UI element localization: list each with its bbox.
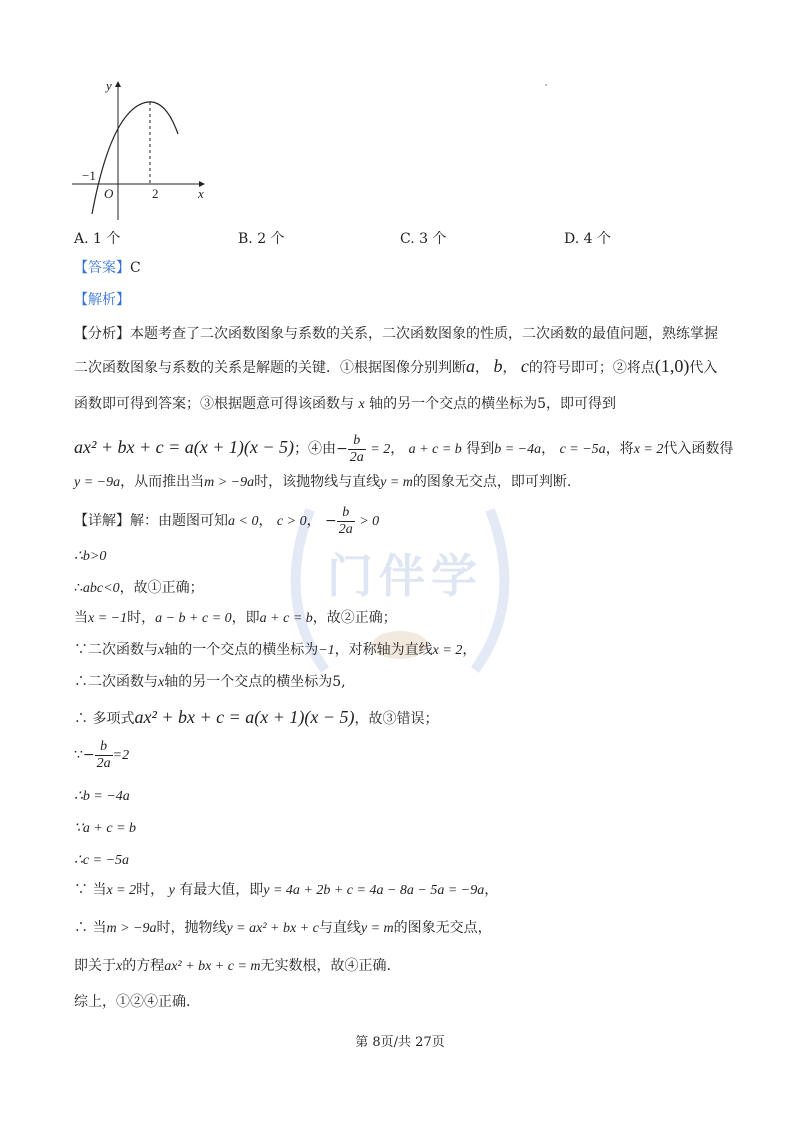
fenxi-text-5b: 时，该抛物线与直线 [254, 474, 381, 490]
equation-eq-m: ax² + bx + c = m [164, 959, 261, 974]
x-axis-label: x [198, 186, 204, 201]
detail-tag: 【详解】 [74, 513, 130, 529]
detail-line-13 [74, 916, 492, 941]
answer-tag: 【答案】 [74, 260, 130, 276]
fenxi-line-2: 二次函数图象与系数的关系是解题的关键．①根据图像分别判断a， b， c的符号即可；②将点(1,0)代入 [74, 356, 718, 376]
var-a: a [466, 356, 475, 376]
point-1-0: (1,0) [654, 356, 690, 376]
m-gt-neg9a: m > −9a [204, 475, 255, 490]
c-eq-neg5a: c = −5a [559, 442, 606, 457]
fenxi-text-4b: 得到 [466, 441, 495, 457]
detail-line-5: ∵二次函数与x轴的一个交点的横坐标为−1，对称轴为直线x = 2， [74, 642, 477, 658]
c-gt-0: c > 0 [276, 514, 307, 529]
fenxi-text-4c: ，将 [605, 441, 634, 457]
fenxi-tag: 【分析】 [74, 326, 130, 342]
detail-text-12c: 有最大值，即 [179, 882, 264, 898]
detail-text-12e: ， [484, 882, 499, 898]
answer-options [0, 228, 800, 248]
detail-text-13b: 时，抛物线 [156, 920, 227, 936]
detail-text-4b: 时， [127, 610, 156, 626]
detail-text-7b: ，故③错误； [354, 711, 439, 727]
detail-line-15 [74, 992, 190, 1012]
fenxi-line-1 [74, 324, 718, 344]
fenxi-text-1: 本题考查了二次函数图象与系数的关系，二次函数图象的性质，二次函数的最值问题，熟练掌握 [130, 326, 718, 342]
fenxi-text-2a: 二次函数图象与系数的关系是解题的关键．①根据图像分别判断 [74, 360, 466, 376]
detail-text-5b: 轴的一个交点的横坐标为 [164, 642, 319, 658]
factored-polynomial: ax² + bx + c = a(x + 1)(x − 5) [74, 437, 295, 457]
detail-line-9 [74, 786, 130, 807]
fraction-b-over-2a [348, 433, 366, 466]
detail-line-11 [74, 850, 129, 871]
detail-text-12a: ∵ 当 [74, 882, 107, 898]
y-eq-m: y = m [380, 475, 413, 490]
var-x-4: x [116, 959, 123, 974]
detail-line-7 [74, 704, 439, 732]
detail-text-13a: ∴ 当 [74, 920, 107, 936]
var-y: y [168, 883, 175, 898]
detail-text-14c: 无实数根，故④正确. [260, 958, 391, 974]
therefore-3: ∴ [74, 580, 83, 596]
detail-text-3b: ，故①正确； [119, 580, 204, 596]
detail-text-5c: ，对称轴为直线 [334, 642, 433, 658]
detail-text-13c: 与直线 [318, 920, 361, 936]
detail-text-12b: 时， [136, 882, 165, 898]
fraction-b-over-2a-3 [95, 739, 113, 772]
eq-2: = 2 [370, 442, 391, 457]
analysis-tag: 【解析】 [74, 292, 130, 308]
option-a: A. 1 个 [74, 231, 121, 247]
c-eq-neg5a-2: ∴c = −5a [74, 853, 130, 868]
a-plus-c-eq-b: a + c = b [408, 442, 462, 457]
detail-line-4 [74, 608, 397, 629]
detail-text-13d: 的图象无交点， [393, 920, 492, 936]
detail-text-7a: ∴ 多项式 [74, 711, 135, 727]
watermark-text: 门伴学 [327, 549, 483, 603]
detail-line-8: ∵− $\frac{b}{2a}$ =2 [74, 738, 130, 771]
frac-num: b [348, 433, 366, 450]
detail-text-1a: 解：由题图可知 [130, 513, 228, 529]
parabola-expr: y = ax² + bx + c [226, 921, 319, 936]
var-c: c [520, 356, 529, 376]
frac-num-2: b [337, 505, 355, 522]
x-eq-2-b: x = 2 [432, 643, 463, 658]
frac-den-3: 2a [96, 755, 111, 771]
detail-text-6a: ∴二次函数与 [74, 674, 158, 690]
detail-line-10 [74, 818, 136, 839]
frac-den: 2a [349, 449, 364, 465]
neg-one-label: −1 [82, 168, 96, 183]
var-b: b [493, 356, 503, 376]
detail-line-6 [74, 672, 346, 693]
fenxi-line-3 [74, 394, 616, 415]
abc-lt-0: abc<0 [82, 581, 120, 596]
fenxi-text-5c: 的图象无交点，即可判断. [412, 474, 572, 490]
var-x-2: x [158, 643, 165, 658]
fenxi-text-2c: 代入 [689, 360, 718, 376]
detail-text-4d: ，故②正确； [312, 610, 397, 626]
factored-polynomial-2: ax² + bx + c = a(x + 1)(x − 5) [134, 707, 355, 727]
gt-0: > 0 [359, 514, 380, 529]
a-plus-c-eq-b-2: a + c = b [259, 611, 313, 626]
conclusion: 综上，①②④正确. [74, 994, 191, 1010]
fenxi-text-4a: ；④由 [294, 441, 337, 457]
option-d: D. 4 个 [564, 231, 611, 247]
fenxi-text-3a: 函数即可得到答案；③根据题意可得该函数与 [74, 396, 354, 412]
var-x-3: x [158, 675, 165, 690]
detail-text-14b: 的方程 [122, 958, 165, 974]
because-8: ∵ [74, 747, 83, 763]
b-gt-0: ∴b>0 [74, 549, 107, 564]
eq-2-b: =2 [112, 748, 130, 763]
origin-label: O [104, 186, 114, 201]
two-label: 2 [152, 186, 159, 201]
option-c: C. 3 个 [400, 231, 447, 247]
detail-text-6: 轴的另一个交点的横坐标为5, [164, 674, 346, 690]
max-value-expr: y = 4a + 2b + c = 4a − 8a − 5a = −9a [263, 883, 485, 898]
answer-value: C [130, 260, 141, 276]
detail-line-3 [74, 578, 204, 599]
x-eq-neg1: x = −1 [88, 611, 128, 626]
detail-text-14a: 即关于 [74, 958, 116, 974]
parabola-graph [68, 72, 218, 222]
fenxi-text-4d: 代入函数得 [663, 441, 734, 457]
answer-line [74, 258, 141, 278]
fenxi-line-5 [74, 472, 571, 493]
frac-num-3: b [95, 739, 113, 756]
detail-text-5a: ∵二次函数与 [74, 642, 158, 658]
detail-line-12 [74, 880, 498, 901]
frac-den-2: 2a [338, 521, 353, 537]
y-axis-label: y [106, 78, 112, 93]
b-eq-neg4a: b = −4a [494, 442, 542, 457]
var-x: x [358, 397, 365, 412]
detail-line-2 [74, 546, 106, 567]
fenxi-text-5a: ，从而推出当 [120, 474, 205, 490]
detail-line-1: 【详解】解：由题图可知a < 0， c > 0， − $\frac{b}{2a}$ > 0 [74, 504, 380, 537]
m-gt-neg9a-2: m > −9a [106, 921, 157, 936]
a-plus-c-eq-b-3: ∵a + c = b [74, 821, 137, 836]
fenxi-text-2b: 的符号即可；②将点 [528, 360, 655, 376]
neg-one: −1 [318, 643, 335, 658]
option-b: B. 2 个 [238, 231, 285, 247]
detail-text-4c: ，即 [231, 610, 260, 626]
a-lt-0: a < 0 [228, 514, 259, 529]
y-eq-m-2: y = m [360, 921, 394, 936]
y-eq-neg9a: y = −9a [74, 475, 121, 490]
a-minus-b-plus-c: a − b + c = 0 [155, 611, 232, 626]
detail-line-14 [74, 956, 391, 977]
x-eq-2: x = 2 [633, 442, 664, 457]
detail-text-4a: 当 [74, 610, 88, 626]
fenxi-line-4: ax² + bx + c = a(x + 1)(x − 5)；④由− $\frac{b}{2a}$ = 2， a + c = b 得到b = −4a， c = −5a，将x = 2代入函数得 [74, 432, 734, 465]
speck [545, 84, 547, 86]
fraction-b-over-2a-2 [337, 505, 355, 538]
b-eq-neg4a-2: ∴b = −4a [74, 789, 130, 804]
page-footer: 第 8页/共 27页 [355, 1035, 445, 1050]
x-eq-2-c: x = 2 [106, 883, 137, 898]
fenxi-text-3b: 轴的另一个交点的横坐标为5，即可得到 [369, 396, 617, 412]
analysis-line [74, 290, 130, 310]
